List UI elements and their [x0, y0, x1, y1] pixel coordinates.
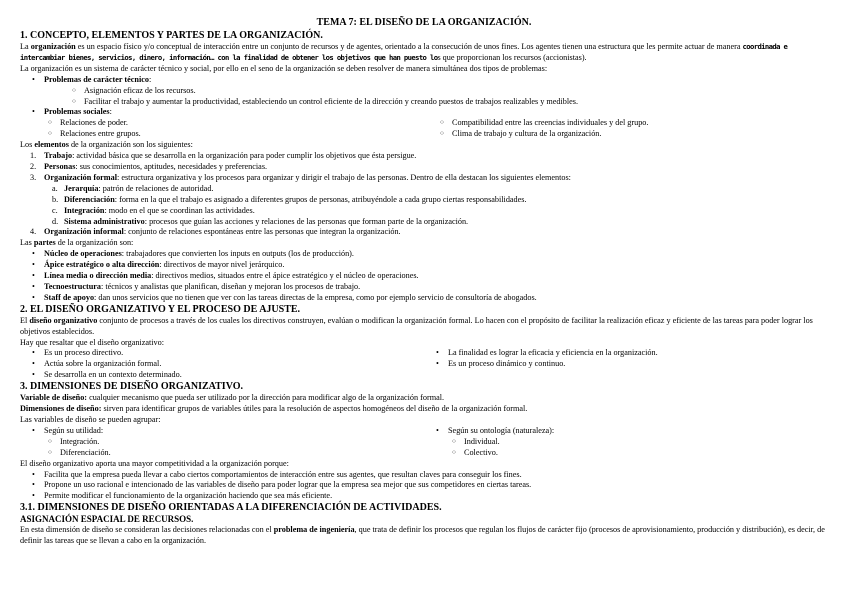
item-letter: d.: [52, 216, 59, 226]
grouping-right: [424, 426, 828, 459]
text: : patrón de relaciones de autoridad.: [98, 183, 214, 193]
list-item: ○ Integración.: [20, 437, 424, 448]
subsection-heading: ASIGNACIÓN ESPACIAL DE RECURSOS.: [20, 514, 194, 525]
list-item: ○ Individual.: [424, 437, 828, 448]
text: : procesos que guían las acciones y relaciones de las personas que forman parte de la organización.: [144, 216, 469, 226]
list-item: [20, 227, 828, 238]
term-partes: partes: [33, 238, 56, 248]
list-item: [20, 260, 828, 271]
spatial-allocation-paragraph: [20, 525, 828, 547]
list-item: [20, 217, 828, 228]
section-3-1-heading: 3.1. DIMENSIONES DE DISEÑO ORIENTADAS A LA DIFERENCIACIÓN DE ACTIVIDADES.: [20, 502, 442, 514]
list-item: ○ Asignación eficaz de los recursos.: [44, 86, 828, 97]
text: : modo en el que se coordinan las actividades.: [104, 205, 255, 215]
list-item: • Permite modificar el funcionamiento de la organización haciendo que sea más eficiente.: [20, 491, 828, 502]
list-item: ○ Relaciones de poder.: [20, 118, 412, 129]
social-problems-label: Problemas sociales: [44, 107, 110, 117]
utility-sublist: [20, 437, 424, 459]
list-item: • Es un proceso dinámico y continuo.: [424, 359, 828, 370]
text: El: [20, 315, 30, 325]
competitiveness-intro: El diseño organizativo aporta una mayor competitividad a la organización porque:: [20, 458, 289, 468]
list-item: • Facilita que la empresa pueda llevar a cabo ciertos comportamientos de interacción entre sus agentes, que resultan claves para conseguir los fines.: [20, 470, 828, 481]
formal-org-sublist: [20, 184, 828, 228]
document-page: [20, 17, 828, 547]
list-item: ○ Diferenciación.: [20, 448, 424, 459]
section-3-heading: 3. DIMENSIONES DE DISEÑO ORGANIZATIVO.: [20, 381, 243, 393]
term: Sistema administrativo: [64, 216, 145, 226]
text: s que proporcionan los recursos (accionistas).: [437, 52, 587, 62]
list-item: ○ Colectivo.: [424, 448, 828, 459]
item-number: 1.: [30, 151, 37, 161]
design-highlight-intro: Hay que resaltar que el diseño organizativo:: [20, 337, 164, 347]
text: Las: [20, 238, 34, 248]
list-item: [20, 282, 828, 293]
text: : trabajadores que convierten los inputs en outputs (los de producción).: [121, 249, 354, 259]
term-elementos: elementos: [34, 140, 69, 150]
term: Organización formal: [44, 172, 117, 182]
text: : directivos de mayor nivel jerárquico.: [159, 260, 285, 270]
list-item: • Propone un uso racional e intencionado de las variables de diseño para poder lograr que la empresa sea mejor que sus competidores en ciertas tareas.: [20, 480, 828, 491]
term: Personas: [44, 161, 76, 171]
tech-problems-label: Problemas de carácter técnico: [44, 74, 149, 84]
text: En esta dimensión de diseño se consideran las decisiones relacionadas con el: [20, 525, 274, 535]
grouping-columns: [20, 426, 828, 459]
tech-problems-sublist: [44, 86, 828, 108]
term-diseno-organizativo: diseño organizativo: [29, 315, 98, 325]
item-letter: a.: [52, 183, 58, 193]
list-item: • Se desarrolla en un contexto determinado.: [20, 370, 424, 381]
system-paragraph: La organización es un sistema de carácter técnico y social, por ello en el seno de la organización se deben resolver de manera simultánea dos tipos de problemas:: [20, 63, 548, 73]
list-item: [20, 293, 828, 304]
list-item: [20, 195, 828, 206]
list-item: [20, 173, 828, 228]
text: , que trata de definir los procesos que regulan los flujos de carácter fijo (procesos de aprovisionamiento, producción y distribución), es decir, de definir las tareas que se llevan a cabo en la organización.: [20, 525, 825, 546]
parts-list: [20, 249, 828, 304]
social-right-sublist: [412, 118, 804, 140]
term-problema-ingenieria: problema de ingeniería: [273, 525, 355, 535]
list-item: [20, 206, 828, 217]
elements-list: [20, 151, 828, 238]
list-item: ○ Facilitar el trabajo y aumentar la productividad, estableciendo un control eficiente de la dirección y creando puestos de trabajos realizables y medibles.: [44, 97, 828, 108]
term: Jerarquía: [64, 183, 99, 193]
text: : forma en la que el trabajo es asignado a diferentes grupos de personas, atribuyéndole a cada grupo ciertas responsabilidades.: [114, 194, 527, 204]
item-letter: b.: [52, 194, 59, 204]
item-number: 4.: [30, 227, 37, 237]
list-item: [20, 184, 828, 195]
term: Staff de apoyo: [44, 292, 95, 302]
grouping-intro: Las variables de diseño se pueden agrupar:: [20, 415, 161, 424]
term-variable: Variable de diseño:: [20, 393, 88, 403]
section-1-heading: 1. CONCEPTO, ELEMENTOS Y PARTES DE LA ORGANIZACIÓN.: [20, 30, 323, 41]
term: Integración: [64, 205, 105, 215]
list-item: [20, 162, 828, 173]
text: La: [20, 42, 31, 51]
term-dimensiones: Dimensiones de diseño:: [20, 404, 102, 414]
page-title: TEMA 7: EL DISEÑO DE LA ORGANIZACIÓN.: [316, 17, 532, 28]
item-number: 3.: [30, 172, 37, 182]
text: de la organización son los siguientes:: [68, 140, 193, 150]
list-item: [20, 151, 828, 162]
text: : actividad básica que se desarrolla en la organización para poder cumplir los objetivos que ésta persigue.: [72, 151, 417, 161]
list-item: • La finalidad es lograr la eficacia y eficiencia en la organización.: [424, 348, 828, 359]
text: :: [148, 74, 152, 84]
text: :: [109, 107, 112, 117]
design-definition: [20, 316, 828, 338]
social-left-sublist: [20, 118, 412, 140]
text: : estructura organizativa y los procesos para organizar y dirigir el trabajo de las personas. Dentro de ella destacan los siguientes elementos:: [117, 172, 571, 182]
grouping-left: [20, 426, 424, 459]
term: Trabajo: [44, 151, 73, 161]
term: Diferenciación: [64, 194, 115, 204]
text: cualquier mecanismo que pueda ser utilizado por la dirección para modificar algo de la organización formal.: [87, 393, 445, 403]
term: Núcleo de operaciones: [44, 249, 122, 259]
design-traits-right: [424, 348, 828, 381]
list-item: [20, 107, 828, 140]
term: Ápice estratégico o alta dirección: [44, 260, 160, 270]
text: de la organización son:: [55, 238, 134, 248]
term-organizacion: organización: [30, 42, 76, 51]
term: Tecnoestructura: [44, 281, 101, 291]
list-item: • Es un proceso directivo.: [20, 348, 424, 359]
parts-intro: [20, 238, 828, 249]
item-letter: c.: [52, 205, 58, 215]
ontology-sublist: [424, 437, 828, 459]
social-problems-columns: [44, 118, 828, 140]
text: sirven para identificar grupos de variables útiles para la resolución de aspectos homogéneos del diseño de la organización formal.: [101, 404, 528, 414]
list-item: [20, 271, 828, 282]
term: Organización informal: [44, 227, 124, 237]
list-item: ○ Relaciones entre grupos.: [20, 129, 412, 140]
list-item: ○ Clima de trabajo y cultura de la organización.: [412, 129, 804, 140]
organization-definition: [20, 42, 828, 64]
handwritten-text: coordinada e intercambiar bienes, servicios, dinero, información… con la finalidad de obtener los objetivos que han puesto lo: [20, 42, 788, 62]
text: es un espacio físico y/o conceptual de interacción entre un conjunto de recursos y de agentes, orientado a la consecución de unos fines. Los agentes tienen una estructura que les permite actuar de manera: [75, 42, 741, 51]
item-number: 2.: [30, 161, 37, 171]
list-item: [20, 249, 828, 260]
list-item: ○ Compatibilidad entre las creencias individuales y del grupo.: [412, 118, 804, 129]
ontology-label: Según su ontología (naturaleza):: [448, 425, 555, 435]
text: : sus conocimientos, aptitudes, necesidades y preferencias.: [75, 161, 268, 171]
list-item: [424, 426, 828, 459]
text: Los: [20, 140, 35, 150]
text: : conjunto de relaciones espontáneas entre las personas que integran la organización.: [123, 227, 401, 237]
design-traits-columns: [20, 348, 828, 381]
utility-label: Según su utilidad:: [44, 425, 104, 435]
term: Línea media o dirección media: [44, 271, 152, 281]
problems-list: [20, 75, 828, 140]
text: conjunto de procesos a través de los cuales los directivos construyen, evalúan o modifican la organización formal. Lo hacen con el propósito de facilitar la realización eficaz y eficiente de las tareas para poder lograr los objetivos establecidos.: [20, 315, 813, 336]
section-2-heading: 2. EL DISEÑO ORGANIZATIVO Y EL PROCESO DE AJUSTE.: [20, 303, 301, 315]
text: : dan unos servicios que no tienen que ver con las tareas directas de la empresa, como por ejemplo servicio de consultoría de abogados.: [94, 292, 537, 302]
design-traits-left: [20, 348, 424, 381]
text: : técnicos y analistas que planifican, diseñan y mejoran los procesos de trabajo.: [101, 281, 361, 291]
text: : directivos medios, situados entre el ápice estratégico y el núcleo de operaciones.: [151, 271, 419, 281]
list-item: [20, 75, 828, 108]
variable-definition: [20, 393, 828, 404]
list-item: • Actúa sobre la organización formal.: [20, 359, 424, 370]
dimensions-definition: [20, 404, 828, 415]
list-item: [20, 426, 424, 459]
elements-intro: [20, 140, 828, 151]
competitiveness-list: [20, 470, 828, 503]
